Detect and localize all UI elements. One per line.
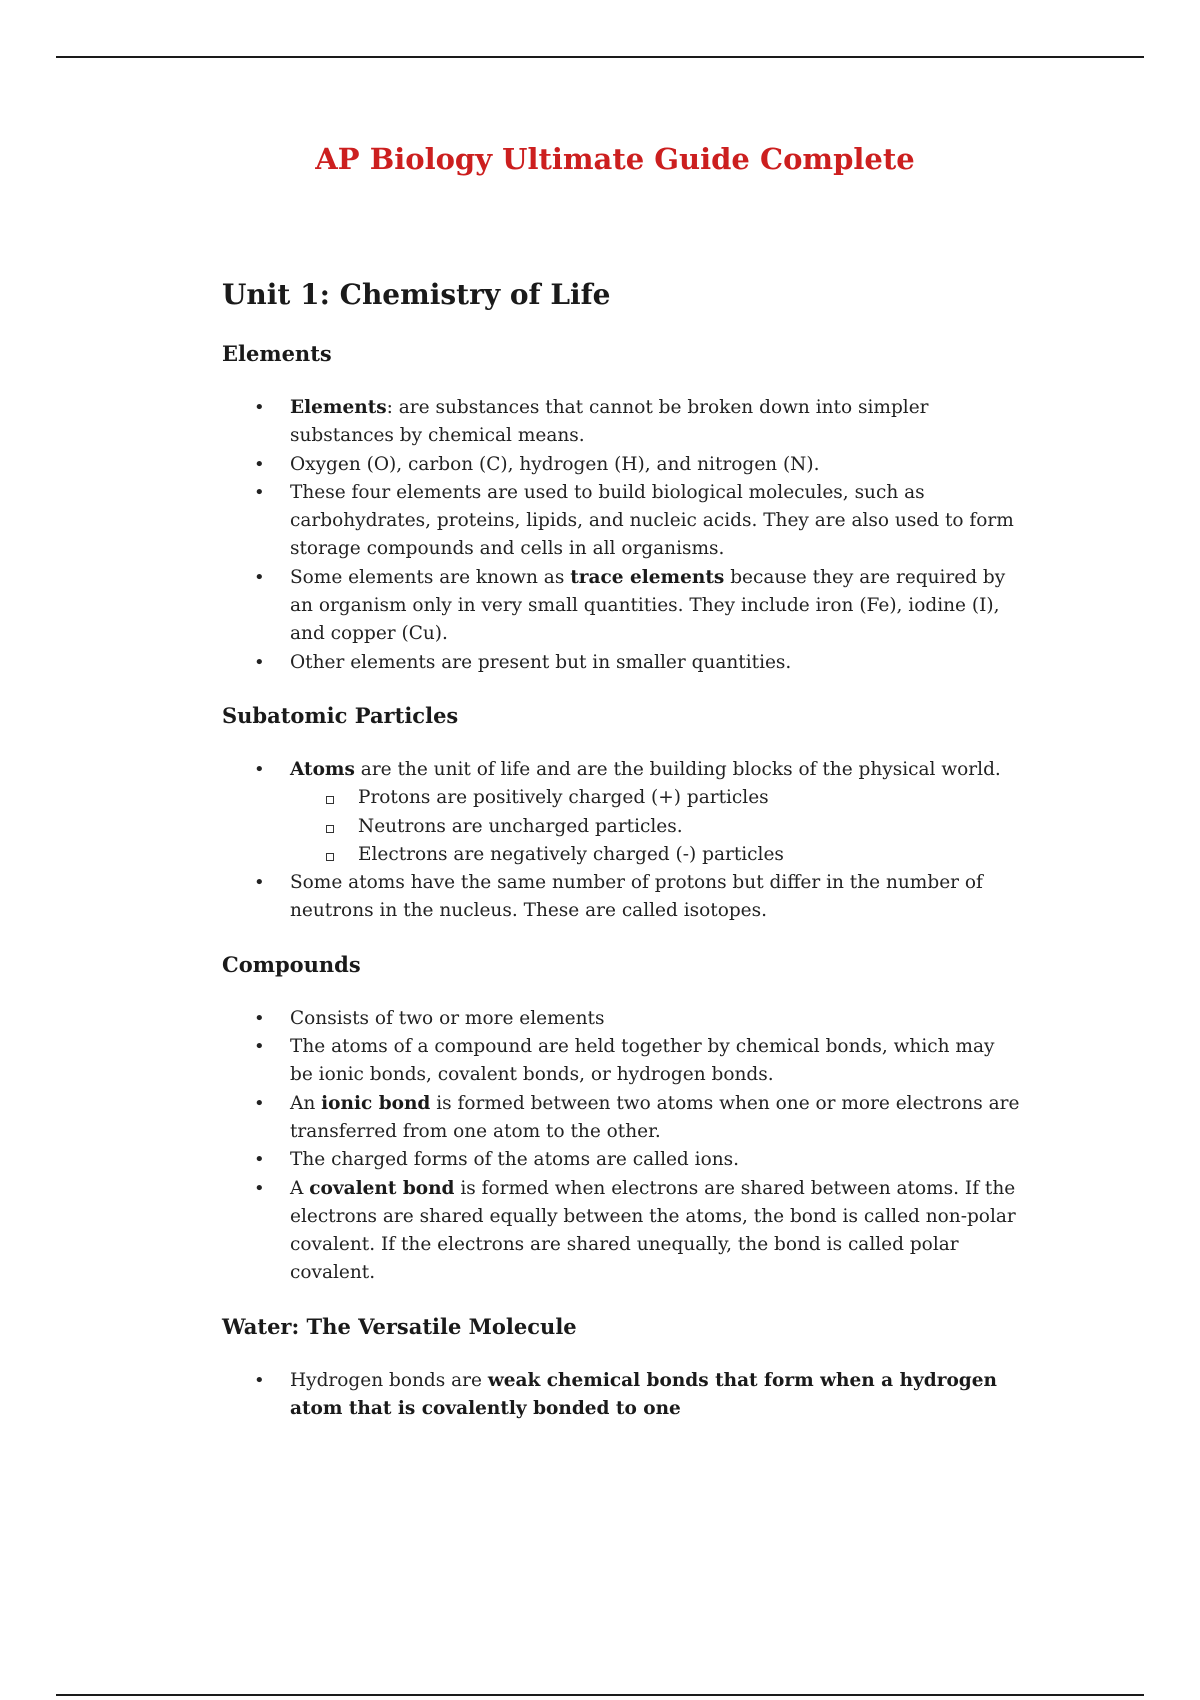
- section-heading-subatomic: Subatomic Particles: [222, 702, 459, 728]
- bottom-rule: [56, 1694, 1144, 1696]
- elements-list: [222, 394, 1022, 677]
- document-body: [222, 278, 1022, 1449]
- subatomic-list: [222, 756, 1022, 926]
- sub-list-item: Neutrons are uncharged particles.: [290, 813, 1022, 841]
- list-item: • Atoms are the unit of life and are the building blocks of the physical world. Protons are positively charged (+) particles Neutrons are uncharged particles. Electrons are negatively charged (-) particles: [222, 756, 1022, 869]
- list-item: • A covalent bond is formed when electrons are shared between atoms. If the electrons are shared equally between the atoms, the bond is called non-polar covalent. If the electrons are shared unequally, the bond is called polar covalent.: [222, 1175, 1022, 1288]
- subatomic-sublist: [290, 784, 1022, 869]
- water-list: [222, 1367, 1022, 1424]
- list-item: • Hydrogen bonds are weak chemical bonds that form when a hydrogen atom that is covalently bonded to one: [222, 1367, 1022, 1424]
- list-item: • An ionic bond is formed between two atoms when one or more electrons are transferred from one atom to the other.: [222, 1090, 1022, 1147]
- list-item: • Elements: are substances that cannot be broken down into simpler substances by chemical means.: [222, 394, 1022, 451]
- compounds-list: [222, 1005, 1022, 1288]
- top-rule: [56, 56, 1144, 58]
- unit-heading: Unit 1: Chemistry of Life: [222, 278, 611, 311]
- section-heading-compounds: Compounds: [222, 951, 361, 977]
- list-item: • These four elements are used to build biological molecules, such as carbohydrates, proteins, lipids, and nucleic acids. They are also used to form storage compounds and cells in all organisms.: [222, 479, 1022, 564]
- list-item: • Other elements are present but in smaller quantities.: [222, 649, 1022, 677]
- sub-list-item: Protons are positively charged (+) particles: [290, 784, 1022, 812]
- sub-list-item: Electrons are negatively charged (-) particles: [290, 841, 1022, 869]
- list-item: • Some atoms have the same number of protons but differ in the number of neutrons in the nucleus. These are called isotopes.: [222, 869, 1022, 926]
- document-title: AP Biology Ultimate Guide Complete: [315, 142, 915, 176]
- list-item: • Oxygen (O), carbon (C), hydrogen (H), and nitrogen (N).: [222, 451, 1022, 479]
- section-heading-elements: Elements: [222, 341, 332, 366]
- list-item: • Consists of two or more elements: [222, 1005, 1022, 1033]
- list-item: • The atoms of a compound are held together by chemical bonds, which may be ionic bonds, covalent bonds, or hydrogen bonds.: [222, 1033, 1022, 1090]
- list-item: • The charged forms of the atoms are called ions.: [222, 1146, 1022, 1174]
- section-heading-water: Water: The Versatile Molecule: [222, 1313, 577, 1339]
- list-item: • Some elements are known as trace elements because they are required by an organism only in very small quantities. They include iron (Fe), iodine (I), and copper (Cu).: [222, 564, 1022, 649]
